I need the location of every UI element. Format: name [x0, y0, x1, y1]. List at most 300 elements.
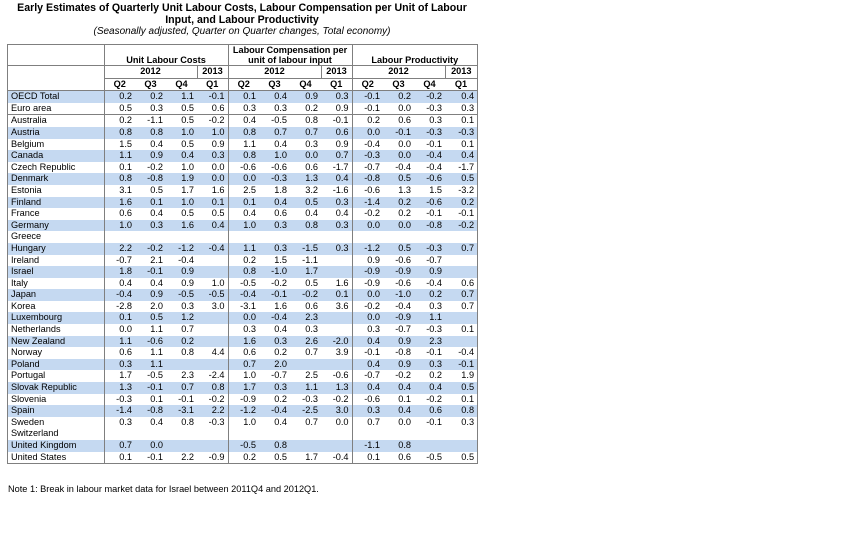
value-cell	[197, 336, 228, 348]
value-cell	[197, 231, 228, 243]
value-cell: 1.7	[290, 266, 321, 278]
year-2012-lp: 2012	[352, 66, 445, 79]
value-cell: 1.0	[104, 220, 135, 232]
value-cell: -0.3	[414, 324, 445, 336]
value-cell: 0.6	[383, 452, 414, 464]
value-cell: 1.6	[228, 336, 259, 348]
value-cell: 0.6	[104, 347, 135, 359]
value-cell	[197, 255, 228, 267]
value-cell: 0.0	[352, 289, 383, 301]
value-cell: 0.7	[321, 150, 352, 162]
year-2012-lc: 2012	[228, 66, 321, 79]
value-cell	[197, 266, 228, 278]
value-cell: 0.4	[228, 115, 259, 127]
value-cell: 0.7	[290, 417, 321, 429]
value-cell: 0.3	[104, 417, 135, 429]
value-cell: 0.9	[383, 336, 414, 348]
country-cell: Greece	[8, 231, 104, 243]
value-cell: 0.0	[383, 150, 414, 162]
value-cell: 1.2	[166, 312, 197, 324]
table-subtitle: (Seasonally adjusted, Quarter on Quarter changes, Total economy)	[93, 26, 391, 37]
value-cell: 0.5	[104, 103, 135, 115]
value-cell: 0.7	[290, 127, 321, 139]
value-cell: 0.0	[352, 220, 383, 232]
value-cell: 0.0	[197, 162, 228, 174]
value-cell: 0.8	[166, 347, 197, 359]
value-cell: 0.3	[259, 103, 290, 115]
quarter-header: Q1	[197, 78, 228, 91]
value-cell: 0.1	[197, 197, 228, 209]
value-cell: 1.5	[259, 255, 290, 267]
value-cell: 1.1	[104, 150, 135, 162]
value-cell	[445, 440, 477, 452]
value-cell: 0.3	[290, 324, 321, 336]
value-cell: -0.4	[259, 312, 290, 324]
value-cell	[104, 428, 135, 440]
value-cell: -1.0	[383, 289, 414, 301]
value-cell: 0.0	[383, 220, 414, 232]
value-cell: 0.4	[135, 417, 166, 429]
value-cell	[197, 428, 228, 440]
value-cell: -0.7	[414, 255, 445, 267]
value-cell: 0.9	[197, 139, 228, 151]
value-cell: 0.3	[259, 382, 290, 394]
footnote: Note 1: Break in labour market data for Israel between 2011Q4 and 2012Q1.	[8, 484, 319, 494]
value-cell: 0.9	[166, 266, 197, 278]
value-cell: 1.0	[228, 417, 259, 429]
country-cell: Portugal	[8, 370, 104, 382]
value-cell: -1.6	[321, 185, 352, 197]
value-cell	[445, 428, 477, 440]
value-cell: -0.1	[383, 127, 414, 139]
value-cell	[135, 428, 166, 440]
value-cell: 0.4	[352, 336, 383, 348]
value-cell: 1.1	[228, 243, 259, 255]
value-cell: 1.0	[166, 162, 197, 174]
value-cell: -0.2	[197, 394, 228, 406]
value-cell: 0.8	[259, 440, 290, 452]
value-cell: -3.1	[228, 301, 259, 313]
country-cell: Australia	[8, 115, 104, 127]
value-cell	[197, 312, 228, 324]
value-cell: 0.5	[445, 173, 477, 185]
value-cell: 1.1	[135, 347, 166, 359]
value-cell: 0.1	[135, 394, 166, 406]
value-cell: 0.0	[135, 440, 166, 452]
value-cell: 0.0	[383, 417, 414, 429]
value-cell: 0.3	[135, 103, 166, 115]
value-cell: 1.1	[228, 139, 259, 151]
quarter-header: Q4	[414, 78, 445, 91]
value-cell: 0.4	[352, 382, 383, 394]
value-cell: -0.2	[414, 394, 445, 406]
value-cell: 0.3	[259, 243, 290, 255]
value-cell: 0.7	[166, 382, 197, 394]
value-cell: 0.3	[228, 103, 259, 115]
value-cell	[135, 231, 166, 243]
value-cell: -1.4	[104, 405, 135, 417]
value-cell	[414, 440, 445, 452]
value-cell: 0.6	[321, 127, 352, 139]
group-header-lp: Labour Productivity	[352, 45, 477, 66]
table-row	[8, 336, 477, 348]
quarter-header: Q4	[290, 78, 321, 91]
value-cell: -0.9	[383, 312, 414, 324]
value-cell	[414, 231, 445, 243]
value-cell: 0.3	[135, 220, 166, 232]
value-cell	[352, 231, 383, 243]
country-cell: Denmark	[8, 173, 104, 185]
value-cell: 0.1	[228, 197, 259, 209]
country-cell: Italy	[8, 278, 104, 290]
value-cell: 0.8	[228, 127, 259, 139]
value-cell: 0.9	[135, 150, 166, 162]
value-cell: 1.7	[228, 382, 259, 394]
value-cell: -0.5	[197, 289, 228, 301]
value-cell: -0.7	[352, 370, 383, 382]
value-cell: 0.4	[259, 417, 290, 429]
value-cell: 0.8	[228, 150, 259, 162]
value-cell: -0.4	[414, 162, 445, 174]
value-cell: 0.4	[383, 405, 414, 417]
value-cell: -0.3	[414, 103, 445, 115]
value-cell: -0.2	[135, 162, 166, 174]
country-cell: Switzerland	[8, 428, 104, 440]
value-cell: 0.3	[197, 150, 228, 162]
value-cell: 0.7	[352, 417, 383, 429]
value-cell	[259, 428, 290, 440]
value-cell: -0.4	[228, 289, 259, 301]
table-row	[8, 452, 477, 464]
value-cell: -0.5	[259, 115, 290, 127]
value-cell	[383, 231, 414, 243]
value-cell: -0.8	[135, 405, 166, 417]
value-cell: -0.9	[197, 452, 228, 464]
table-row	[8, 255, 477, 267]
value-cell: 0.5	[290, 197, 321, 209]
value-cell: 4.4	[197, 347, 228, 359]
table-row	[8, 405, 477, 417]
value-cell: 0.3	[259, 220, 290, 232]
value-cell: 0.4	[383, 382, 414, 394]
value-cell: 0.3	[352, 324, 383, 336]
value-cell: -1.1	[290, 255, 321, 267]
value-cell: -0.7	[104, 255, 135, 267]
table-row	[8, 208, 477, 220]
year-2013-lc: 2013	[321, 66, 352, 79]
value-cell: 0.1	[104, 452, 135, 464]
value-cell: -0.6	[259, 162, 290, 174]
value-cell: 0.0	[352, 312, 383, 324]
value-cell: 0.0	[383, 139, 414, 151]
value-cell: -0.2	[259, 278, 290, 290]
value-cell: 0.8	[290, 115, 321, 127]
value-cell	[445, 231, 477, 243]
value-cell: -0.3	[290, 394, 321, 406]
value-cell: -1.1	[135, 115, 166, 127]
quarter-header: Q3	[135, 78, 166, 91]
country-cell: Slovenia	[8, 394, 104, 406]
value-cell: -0.3	[259, 173, 290, 185]
value-cell	[290, 359, 321, 371]
value-cell: 0.3	[321, 91, 352, 103]
value-cell: 1.7	[104, 370, 135, 382]
value-cell: 0.5	[445, 382, 477, 394]
value-cell: -0.8	[414, 220, 445, 232]
value-cell: 0.0	[228, 312, 259, 324]
value-cell: 2.2	[104, 243, 135, 255]
table-row	[8, 185, 477, 197]
value-cell: 0.6	[290, 301, 321, 313]
value-cell: 0.1	[135, 197, 166, 209]
value-cell: 1.3	[321, 382, 352, 394]
country-cell: Sweden	[8, 417, 104, 429]
value-cell: -0.7	[383, 324, 414, 336]
value-cell: -0.4	[383, 162, 414, 174]
value-cell: 0.4	[352, 359, 383, 371]
value-cell: -0.6	[352, 394, 383, 406]
table-row	[8, 359, 477, 371]
country-cell: OECD Total	[8, 91, 104, 103]
value-cell: 0.3	[352, 405, 383, 417]
country-cell: Poland	[8, 359, 104, 371]
value-cell: -0.4	[445, 347, 477, 359]
value-cell: -1.7	[445, 162, 477, 174]
value-cell: 0.5	[135, 312, 166, 324]
value-cell: -1.1	[352, 440, 383, 452]
value-cell: 0.6	[104, 208, 135, 220]
value-cell: 0.8	[166, 417, 197, 429]
value-cell: -0.8	[352, 173, 383, 185]
value-cell: 3.0	[321, 405, 352, 417]
value-cell: -0.6	[383, 255, 414, 267]
value-cell: -0.1	[197, 91, 228, 103]
table-row	[8, 150, 477, 162]
value-cell: -0.1	[352, 347, 383, 359]
value-cell: 0.2	[259, 347, 290, 359]
value-cell: 3.0	[197, 301, 228, 313]
value-cell: 0.6	[197, 103, 228, 115]
value-cell: 0.9	[290, 91, 321, 103]
value-cell: 0.8	[135, 127, 166, 139]
country-cell: Germany	[8, 220, 104, 232]
value-cell: 0.3	[321, 243, 352, 255]
value-cell: -1.2	[228, 405, 259, 417]
value-cell	[445, 336, 477, 348]
table-row	[8, 115, 477, 127]
table-row	[8, 347, 477, 359]
country-cell: Austria	[8, 127, 104, 139]
value-cell: -0.3	[445, 127, 477, 139]
value-cell: 0.2	[290, 103, 321, 115]
value-cell: 0.4	[135, 208, 166, 220]
value-cell: 1.6	[166, 220, 197, 232]
value-cell: -3.2	[445, 185, 477, 197]
country-cell: Hungary	[8, 243, 104, 255]
value-cell: 0.5	[135, 185, 166, 197]
value-cell: -0.1	[352, 91, 383, 103]
value-cell: 0.7	[445, 289, 477, 301]
value-cell: 1.1	[104, 336, 135, 348]
value-cell: 1.8	[259, 185, 290, 197]
table-row	[8, 301, 477, 313]
value-cell: 0.3	[445, 417, 477, 429]
value-cell: 0.1	[321, 289, 352, 301]
value-cell: -3.1	[166, 405, 197, 417]
value-cell: 2.0	[135, 301, 166, 313]
value-cell: 2.5	[290, 370, 321, 382]
value-cell: -0.4	[383, 301, 414, 313]
value-cell: 0.3	[321, 220, 352, 232]
value-cell: 0.3	[228, 324, 259, 336]
table-row	[8, 197, 477, 209]
value-cell: 1.6	[197, 185, 228, 197]
quarter-header: Q1	[445, 78, 477, 91]
value-cell: 0.9	[414, 266, 445, 278]
value-cell: -0.2	[414, 91, 445, 103]
value-cell: 0.6	[228, 347, 259, 359]
table-row	[8, 91, 477, 103]
value-cell: 0.5	[166, 139, 197, 151]
value-cell: 0.0	[383, 103, 414, 115]
value-cell: 1.0	[166, 197, 197, 209]
value-cell: 0.6	[414, 405, 445, 417]
year-2013-ulc: 2013	[197, 66, 228, 79]
value-cell: 2.3	[290, 312, 321, 324]
value-cell: 0.2	[228, 452, 259, 464]
table-row	[8, 428, 477, 440]
value-cell: 0.3	[414, 301, 445, 313]
value-cell: -0.2	[445, 220, 477, 232]
value-cell: 0.9	[383, 359, 414, 371]
value-cell	[445, 266, 477, 278]
value-cell: 0.2	[383, 208, 414, 220]
value-cell: 0.4	[259, 91, 290, 103]
value-cell: 0.0	[104, 324, 135, 336]
value-cell: 0.0	[228, 173, 259, 185]
value-cell: 0.2	[414, 370, 445, 382]
value-cell: 0.4	[259, 139, 290, 151]
value-cell: -0.9	[228, 394, 259, 406]
value-cell: -0.4	[414, 278, 445, 290]
value-cell: 1.9	[166, 173, 197, 185]
value-cell: -0.8	[135, 173, 166, 185]
value-cell: -0.6	[228, 162, 259, 174]
value-cell: 1.0	[197, 127, 228, 139]
value-cell	[290, 428, 321, 440]
table-row	[8, 324, 477, 336]
value-cell: -1.2	[166, 243, 197, 255]
country-cell: Korea	[8, 301, 104, 313]
value-cell: -0.1	[445, 359, 477, 371]
value-cell: 0.5	[445, 452, 477, 464]
value-cell: 0.6	[259, 208, 290, 220]
value-cell: 3.6	[321, 301, 352, 313]
table-row	[8, 231, 477, 243]
value-cell: 2.6	[290, 336, 321, 348]
country-cell: Norway	[8, 347, 104, 359]
value-cell: -0.1	[135, 452, 166, 464]
value-cell: 1.9	[445, 370, 477, 382]
value-cell: -0.6	[352, 185, 383, 197]
corner-cell	[8, 45, 104, 66]
value-cell	[290, 231, 321, 243]
value-cell	[445, 255, 477, 267]
value-cell: 2.3	[166, 370, 197, 382]
value-cell: -0.7	[352, 162, 383, 174]
value-cell: 0.0	[290, 150, 321, 162]
value-cell: 0.1	[383, 394, 414, 406]
value-cell: -0.2	[383, 370, 414, 382]
value-cell: 0.5	[166, 103, 197, 115]
value-cell: 0.8	[104, 127, 135, 139]
value-cell: -0.4	[352, 139, 383, 151]
table-row	[8, 289, 477, 301]
value-cell: 1.6	[104, 197, 135, 209]
value-cell	[321, 428, 352, 440]
title-block	[8, 2, 476, 38]
value-cell: 0.0	[352, 127, 383, 139]
value-cell: 3.2	[290, 185, 321, 197]
year-2013-lp: 2013	[445, 66, 477, 79]
value-cell: -0.4	[259, 405, 290, 417]
value-cell: 1.3	[104, 382, 135, 394]
country-cell: Spain	[8, 405, 104, 417]
country-cell: Ireland	[8, 255, 104, 267]
value-cell: 0.5	[383, 243, 414, 255]
value-cell: 0.9	[321, 139, 352, 151]
country-cell: United Kingdom	[8, 440, 104, 452]
value-cell: 0.2	[383, 91, 414, 103]
value-cell: -0.3	[197, 417, 228, 429]
value-cell: 0.3	[321, 197, 352, 209]
value-cell: -0.1	[135, 382, 166, 394]
value-cell: 2.5	[228, 185, 259, 197]
value-cell: -1.0	[259, 266, 290, 278]
value-cell	[228, 428, 259, 440]
value-cell: 1.7	[166, 185, 197, 197]
value-cell	[321, 359, 352, 371]
value-cell: -0.6	[414, 197, 445, 209]
value-cell: -0.1	[259, 289, 290, 301]
value-cell: 0.2	[104, 115, 135, 127]
value-cell: -0.5	[166, 289, 197, 301]
value-cell: 0.1	[445, 324, 477, 336]
value-cell: 0.9	[135, 289, 166, 301]
value-cell: -0.8	[383, 347, 414, 359]
value-cell: 0.7	[445, 243, 477, 255]
table-row	[8, 417, 477, 429]
value-cell	[166, 428, 197, 440]
value-cell: -0.4	[414, 150, 445, 162]
value-cell: -0.1	[135, 266, 166, 278]
value-cell: -0.1	[445, 208, 477, 220]
value-cell: 0.2	[259, 394, 290, 406]
value-cell: 0.7	[259, 127, 290, 139]
value-cell: -0.2	[135, 243, 166, 255]
value-cell: -0.5	[414, 452, 445, 464]
value-cell: 0.4	[166, 150, 197, 162]
value-cell: 0.4	[104, 278, 135, 290]
value-cell: 0.6	[383, 115, 414, 127]
value-cell: -0.4	[321, 452, 352, 464]
value-cell: -0.3	[104, 394, 135, 406]
value-cell: 1.1	[135, 324, 166, 336]
value-cell: 0.9	[352, 255, 383, 267]
value-cell	[166, 231, 197, 243]
value-cell	[414, 428, 445, 440]
table-title-line1: Early Estimates of Quarterly Unit Labour Costs, Labour Compensation per Unit of Labour	[17, 2, 467, 14]
